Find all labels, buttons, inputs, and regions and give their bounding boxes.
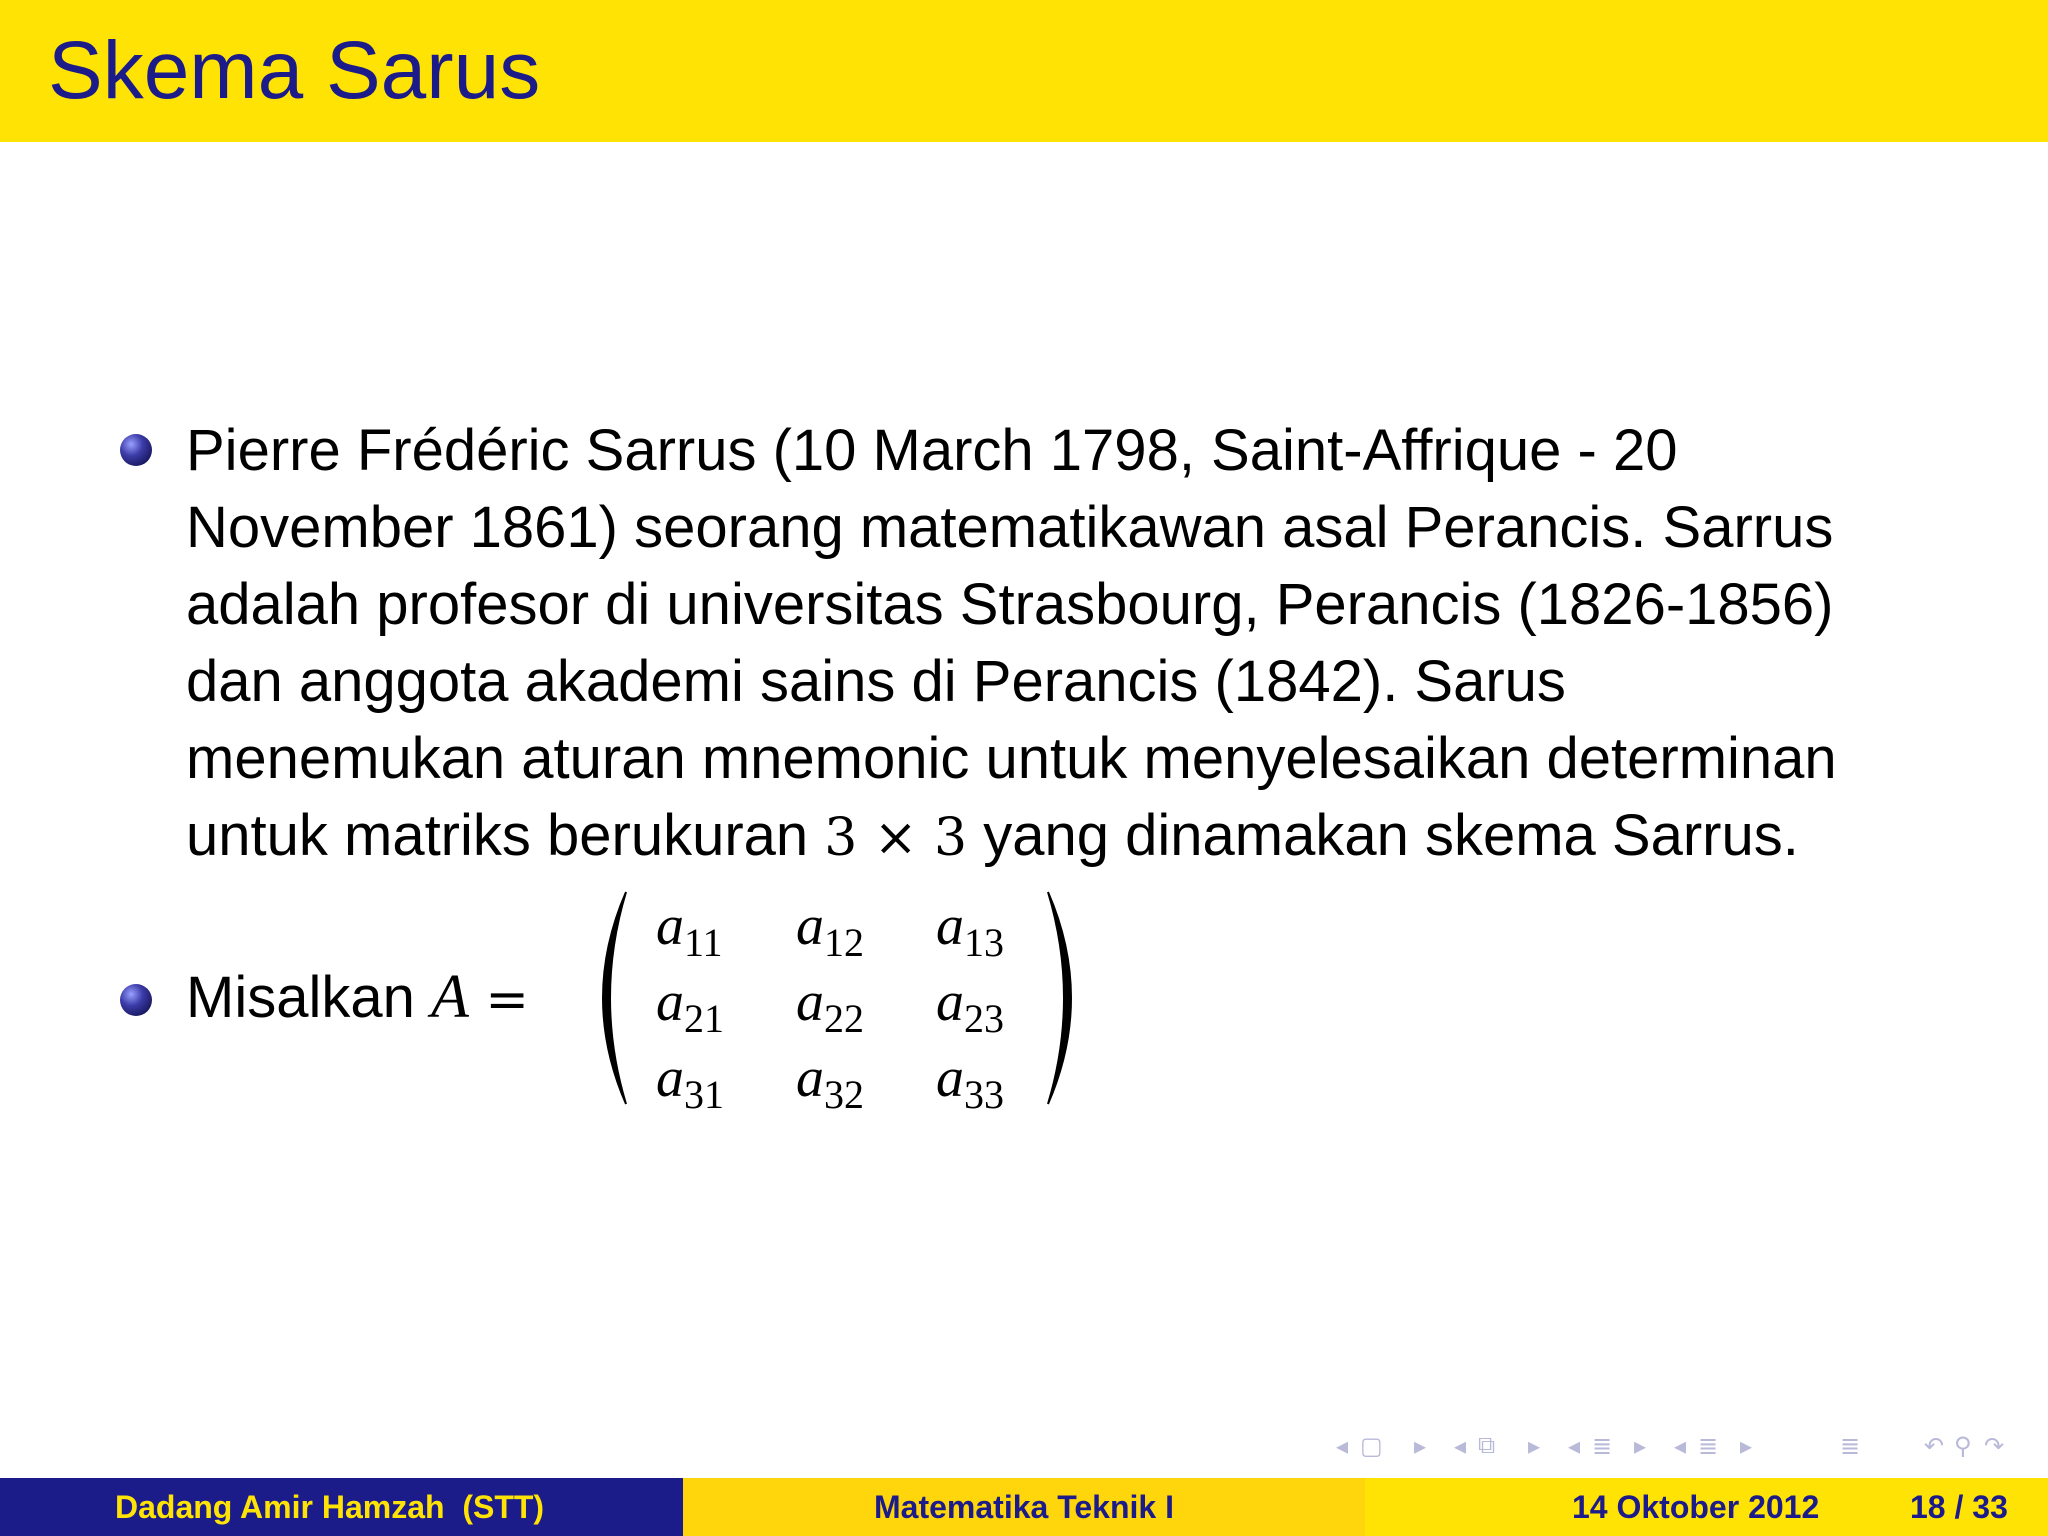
nav-redo-icon[interactable]: ↷: [1984, 1433, 2005, 1460]
nav-search-icon[interactable]: ⚲: [1954, 1433, 1972, 1460]
para-line: November 1861) seorang matematikawan asal Perancis. Sarrus: [186, 495, 1834, 560]
nav-prev-frame-icon[interactable]: ◂: [1336, 1433, 1349, 1460]
right-paren-icon: [1048, 892, 1071, 1104]
misal-text: Misalkan: [186, 965, 431, 1030]
matrix-variable: A: [430, 963, 469, 1031]
left-paren-icon: [603, 892, 626, 1104]
bullet-icon: [120, 434, 152, 466]
misalkan-line: [186, 962, 529, 1035]
para-line: menemukan aturan mnemonic untuk menyelesaikan determinan: [186, 726, 1837, 791]
nav-document-icon[interactable]: ≣: [1840, 1433, 1861, 1460]
slide-title: Skema Sarus: [48, 25, 541, 116]
nav-prev-subsection-icon[interactable]: ◂: [1454, 1433, 1467, 1460]
matrix-cell: $a_{13}$: [936, 895, 1004, 965]
nav-next-section-icon[interactable]: ▸: [1634, 1433, 1647, 1460]
nav-undo-icon[interactable]: ↶: [1924, 1433, 1945, 1460]
footer-page-number: 18 / 33: [1910, 1489, 2008, 1525]
nav-next-subsection-icon[interactable]: ▸: [1528, 1433, 1541, 1460]
nav-frame-icon[interactable]: ▢: [1360, 1433, 1383, 1460]
footer-date: 14 Oktober 2012: [1572, 1489, 1820, 1525]
footer-date-block: [1365, 1478, 2048, 1536]
para-line: dan anggota akademi sains di Perancis (1842). Sarus: [186, 649, 1566, 714]
para-text: yang dinamakan skema Sarrus.: [967, 803, 1799, 868]
footer-course: Matematika Teknik I: [874, 1489, 1174, 1525]
matrix-size-math: 3 × 3: [824, 808, 968, 868]
beamer-navigation: [1330, 1432, 2030, 1468]
footer-author-block: [0, 1478, 683, 1536]
nav-part-icon[interactable]: ≣: [1698, 1433, 1719, 1460]
matrix-cell: $a_{31}$: [656, 1047, 724, 1117]
matrix-cell: $a_{23}$: [936, 971, 1004, 1041]
bullet-paragraph: [186, 412, 1986, 877]
matrix-cell: $a_{21}$: [656, 971, 724, 1041]
nav-prev-part-icon[interactable]: ◂: [1674, 1433, 1687, 1460]
matrix-cell: $a_{11}$: [656, 895, 723, 965]
nav-section-icon[interactable]: ≣: [1592, 1433, 1613, 1460]
slide-header: [0, 0, 2048, 142]
matrix-cell: $a_{22}$: [796, 971, 864, 1041]
para-line: [186, 797, 1986, 877]
para-text: untuk matriks berukuran: [186, 803, 825, 868]
nav-next-part-icon[interactable]: ▸: [1740, 1433, 1753, 1460]
footer-course-block: [683, 1478, 1365, 1536]
nav-next-frame-icon[interactable]: ▸: [1414, 1433, 1427, 1460]
bullet-icon: [120, 984, 152, 1016]
footer-author: Dadang Amir Hamzah (STT): [115, 1489, 545, 1525]
para-line: Pierre Frédéric Sarrus (10 March 1798, Saint-Affrique - 20: [186, 418, 1678, 483]
equals-sign: =: [468, 970, 529, 1030]
nav-subsection-icon[interactable]: ⧉: [1478, 1432, 1496, 1459]
matrix-cell: $a_{32}$: [796, 1047, 864, 1117]
nav-prev-section-icon[interactable]: ◂: [1568, 1433, 1581, 1460]
slide-footer: [0, 1478, 2048, 1536]
para-line: adalah profesor di universitas Strasbourg, Perancis (1826-1856): [186, 572, 1834, 637]
matrix-cell: $a_{12}$: [796, 895, 864, 965]
matrix-cell: $a_{33}$: [936, 1047, 1004, 1117]
matrix-a: [578, 878, 1098, 1118]
